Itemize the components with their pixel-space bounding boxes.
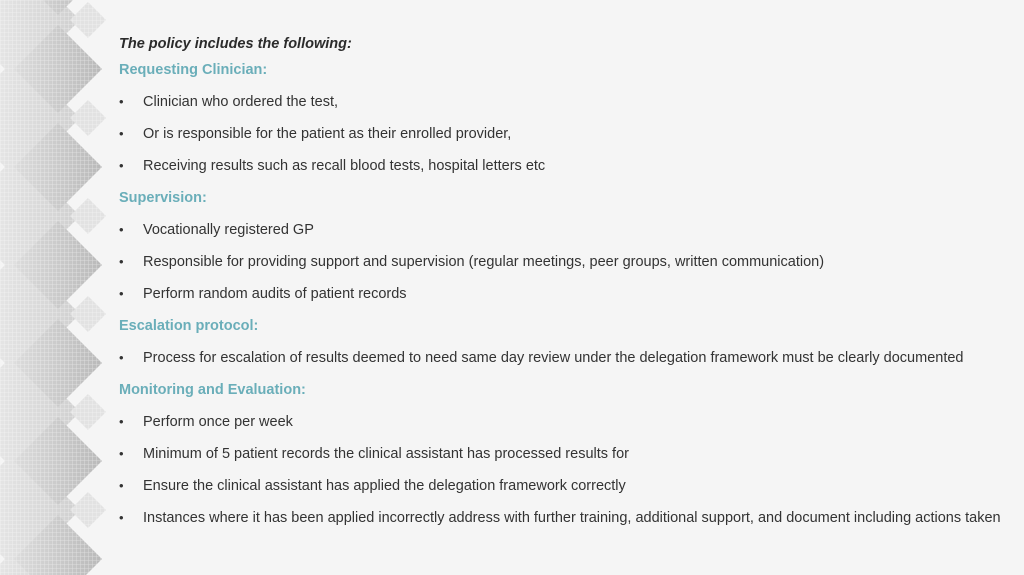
- bullet-text: Clinician who ordered the test,: [143, 94, 339, 110]
- bullet-item: [119, 444, 999, 464]
- bullet-icon: •: [119, 158, 124, 173]
- bullet-text: Process for escalation of results deemed to need same day review under the delegation framework must be clearly documented: [143, 350, 964, 366]
- diamond-pattern-decoration: [0, 0, 110, 575]
- bullet-text: Minimum of 5 patient records the clinical assistant has processed results for: [143, 446, 629, 462]
- bullet-item: [119, 252, 999, 272]
- bullet-icon: •: [119, 222, 124, 237]
- sections-list: [119, 60, 999, 528]
- bullet-item: [119, 220, 999, 240]
- bullet-text: Vocationally registered GP: [143, 222, 314, 238]
- bullet-icon: •: [119, 446, 124, 461]
- bullet-item: [119, 476, 999, 496]
- bullet-icon: •: [119, 510, 124, 525]
- bullet-text: Responsible for providing support and supervision (regular meetings, peer groups, written communication): [143, 254, 825, 270]
- bullet-item: [119, 412, 999, 432]
- bullet-item: [119, 348, 999, 368]
- section-heading: Escalation protocol:: [119, 318, 259, 334]
- bullet-item: [119, 124, 999, 144]
- intro-heading: The policy includes the following:: [119, 36, 352, 52]
- bullet-text: Ensure the clinical assistant has applied the delegation framework correctly: [143, 478, 626, 494]
- bullet-icon: •: [119, 126, 124, 141]
- bullet-text: Receiving results such as recall blood tests, hospital letters etc: [143, 158, 546, 174]
- bullet-text: Or is responsible for the patient as their enrolled provider,: [143, 126, 512, 142]
- bullet-item: [119, 284, 999, 304]
- content-area: [119, 34, 999, 540]
- bullet-icon: •: [119, 350, 124, 365]
- bullet-icon: •: [119, 286, 124, 301]
- section-heading: Requesting Clinician:: [119, 62, 268, 78]
- bullet-icon: •: [119, 254, 124, 269]
- bullet-item: [119, 156, 999, 176]
- bullet-text: Instances where it has been applied incorrectly address with further training, additional support, and document including actions taken: [143, 510, 1001, 526]
- bullet-icon: •: [119, 94, 124, 109]
- section-heading: Monitoring and Evaluation:: [119, 382, 306, 398]
- section-heading: Supervision:: [119, 190, 207, 206]
- bullet-icon: •: [119, 414, 124, 429]
- bullet-text: Perform random audits of patient records: [143, 286, 407, 302]
- bullet-icon: •: [119, 478, 124, 493]
- bullet-text: Perform once per week: [143, 414, 293, 430]
- bullet-item: [119, 92, 999, 112]
- bullet-item: [119, 508, 999, 528]
